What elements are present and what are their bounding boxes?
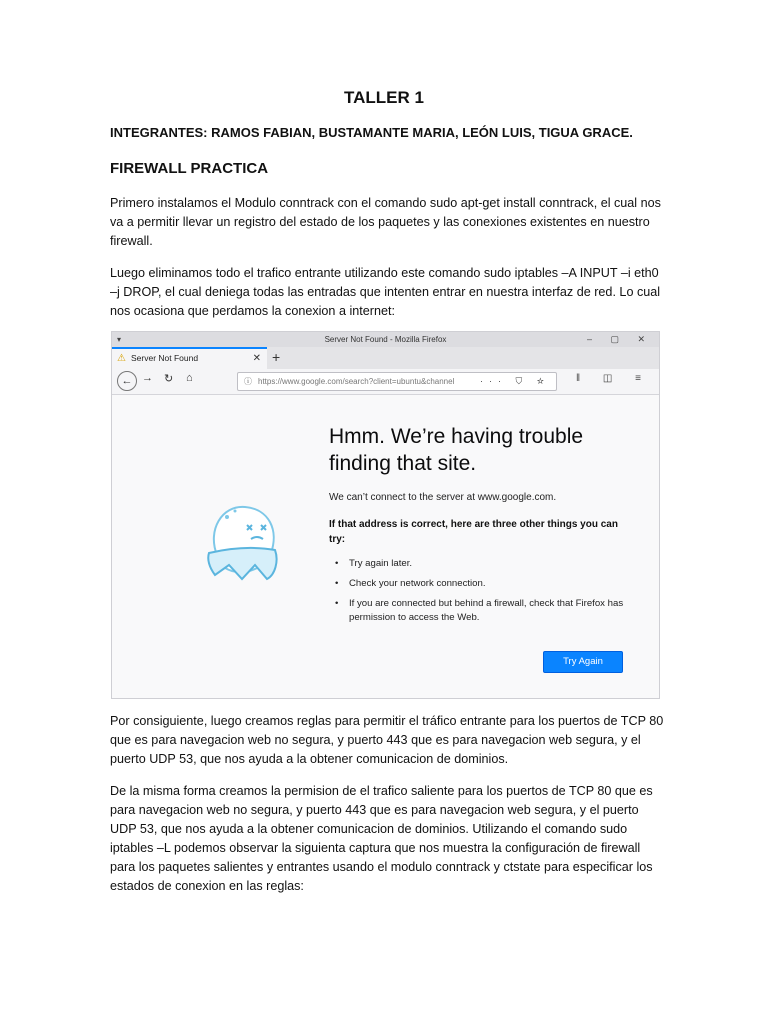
url-bar[interactable] xyxy=(237,372,557,391)
back-icon[interactable]: ← xyxy=(117,371,137,391)
firefox-screenshot xyxy=(111,331,660,699)
window-menu-icon[interactable]: ▾ xyxy=(117,335,122,344)
home-icon[interactable]: ⌂ xyxy=(186,372,193,384)
doc-title: TALLER 1 xyxy=(344,88,424,107)
error-description: We can’t connect to the server at www.google.com. xyxy=(329,492,557,503)
list-item: • Try again later. xyxy=(329,557,629,571)
close-icon[interactable]: ✕ xyxy=(252,353,261,364)
url-text: https://www.google.com/search?client=ubuntu&channel xyxy=(258,377,455,386)
window-title: Server Not Found - Mozilla Firefox xyxy=(324,335,447,344)
new-tab-icon[interactable]: + xyxy=(272,349,281,365)
tab-server-not-found[interactable] xyxy=(112,347,267,369)
forward-icon[interactable]: → xyxy=(142,372,153,384)
info-icon[interactable]: ⓘ xyxy=(244,377,252,386)
list-item: • If you are connected but behind a firewall, check that Firefox has permission to access the Web. xyxy=(329,597,629,625)
paragraph-4: De la misma forma creamos la permision de el trafico saliente para los puertos de TCP 80 que es para navegacion web no segura, y puerto 443 que es para navegacion web segura, y el puerto UDP 53, que nos ayuda a la obtener comunicacion de dominios. Utilizando el comando sudo iptables –L podemos observar la siguienta captura que nos muestra la configuración de firewall para los paquetes salientes y entrantes usando el modulo conntrack y ctstate para especificar los estados de conexion en las reglas: xyxy=(110,784,653,893)
reload-icon[interactable]: ↻ xyxy=(164,373,174,385)
tab-bar xyxy=(112,347,659,369)
doc-members: INTEGRANTES: RAMOS FABIAN, BUSTAMANTE MARIA, LEÓN LUIS, TIGUA GRACE. xyxy=(110,125,633,140)
warning-icon: ⚠ xyxy=(117,353,126,364)
error-page xyxy=(112,395,659,699)
error-title: Hmm. We’re having trouble finding that site. xyxy=(329,425,584,475)
tab-label: Server Not Found xyxy=(131,353,199,363)
try-again-button[interactable]: Try Again xyxy=(543,651,623,673)
error-suggestion-heading: If that address is correct, here are three other things you can try: xyxy=(329,519,618,545)
window-controls[interactable]: – ▢ ✕ xyxy=(586,334,653,344)
paragraph-1: Primero instalamos el Modulo conntrack con el comando sudo apt-get install conntrack, el cual nos va a permitir llevar un registro del estado de los paquetes y las conexiones existentes en nuestro firewall. xyxy=(110,196,661,248)
nav-toolbar xyxy=(112,369,659,395)
library-sidebar-menu-icons[interactable]: ‖ ◫ ≡ xyxy=(576,373,651,384)
page-action-icons[interactable]: ··· ⛉ ☆ xyxy=(480,376,550,386)
list-item: • Check your network connection. xyxy=(329,577,629,591)
section-heading: FIREWALL PRACTICA xyxy=(110,160,269,177)
paragraph-2: Luego eliminamos todo el trafico entrante utilizando este comando sudo iptables –A INPUT –i eth0 –j DROP, el cual deniega todas las entradas que intenten entrar en nuestra interfaz de red. Lo cual nos ocasiona que perdamos la conexion a internet: xyxy=(110,266,661,318)
paragraph-3: Por consiguiente, luego creamos reglas para permitir el tráfico entrante para los puertos de TCP 80 que es para navegacion web no segura, y puerto 443 que es para navegacion web segura, y el puerto UDP 53, que nos ayuda a la obtener comunicacion de dominios. xyxy=(110,714,664,766)
mascot-illustration xyxy=(197,495,292,585)
window-titlebar xyxy=(112,332,659,347)
suggestion-list xyxy=(329,557,629,631)
